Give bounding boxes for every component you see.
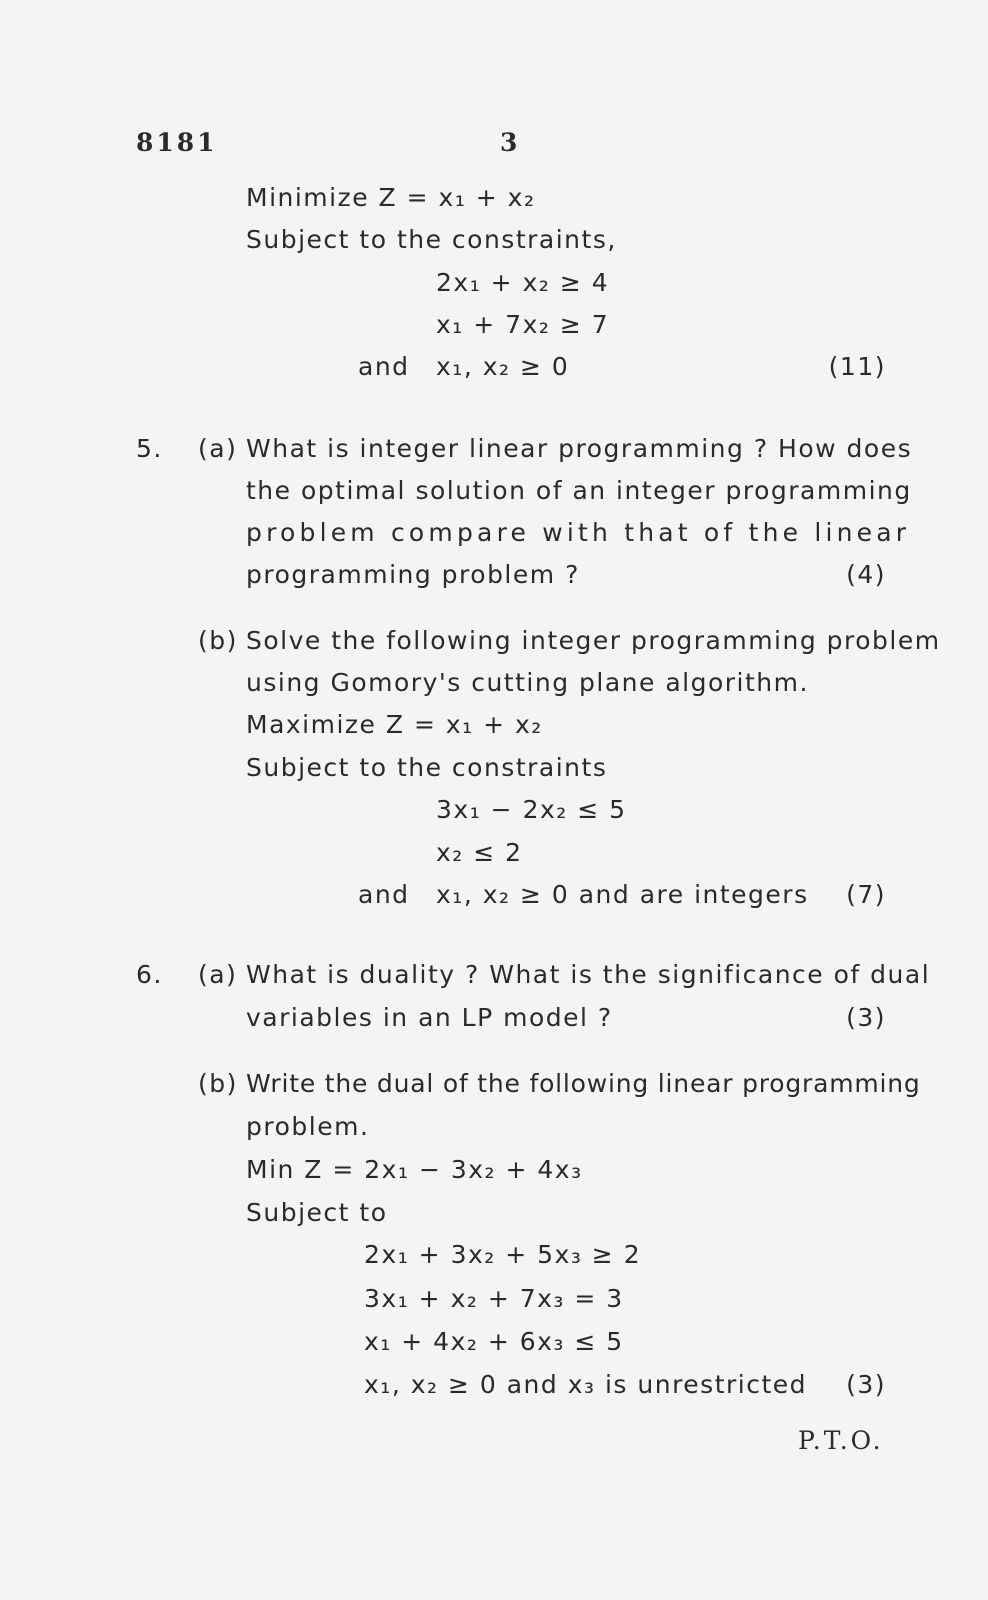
q6b-marks: (3) <box>846 1370 886 1399</box>
q6a-line-1: What is duality ? What is the significance of dual <box>246 960 931 989</box>
q5b-nonneg: x₁, x₂ ≥ 0 and are integers <box>436 880 809 909</box>
q6b-line-1: Write the dual of the following linear programming <box>246 1069 921 1098</box>
page-number: 3 <box>500 128 519 157</box>
q4-objective: Minimize Z = x₁ + x₂ <box>246 183 536 212</box>
q5a-marks: (4) <box>846 560 886 589</box>
q6b-objective: Min Z = 2x₁ − 3x₂ + 4x₃ <box>246 1155 583 1184</box>
q5b-line-2: using Gomory's cutting plane algorithm. <box>246 668 809 697</box>
q5b-marks: (7) <box>846 880 886 909</box>
q4-and: and <box>358 352 410 381</box>
q5a-line-1: What is integer linear programming ? How does <box>246 434 913 463</box>
q5b-label: (b) <box>198 626 238 655</box>
q6b-constraint-1: 2x₁ + 3x₂ + 5x₃ ≥ 2 <box>364 1240 642 1269</box>
paper-code: 8181 <box>136 128 218 157</box>
q5b-subject: Subject to the constraints <box>246 753 608 782</box>
q4-nonneg: x₁, x₂ ≥ 0 <box>436 352 570 381</box>
q6b-constraint-2: 3x₁ + x₂ + 7x₃ = 3 <box>364 1284 624 1313</box>
q5-number: 5. <box>136 434 163 463</box>
q6a-line-2: variables in an LP model ? <box>246 1003 613 1032</box>
q6b-subject: Subject to <box>246 1198 388 1227</box>
q5a-label: (a) <box>198 434 238 463</box>
q5a-line-2: the optimal solution of an integer programming <box>246 476 912 505</box>
q5b-constraint-2: x₂ ≤ 2 <box>436 838 523 867</box>
q6b-constraint-4: x₁, x₂ ≥ 0 and x₃ is unrestricted <box>364 1370 808 1399</box>
q6a-marks: (3) <box>846 1003 886 1032</box>
q5b-and: and <box>358 880 410 909</box>
q5b-line-1: Solve the following integer programming problem <box>246 626 941 655</box>
q5a-line-3: problem compare with that of the linear <box>246 518 911 547</box>
q5a-line-4: programming problem ? <box>246 560 580 589</box>
q5b-objective: Maximize Z = x₁ + x₂ <box>246 710 543 739</box>
q6b-line-2: problem. <box>246 1112 370 1141</box>
q4-marks: (11) <box>828 352 886 381</box>
q5b-constraint-1: 3x₁ − 2x₂ ≤ 5 <box>436 795 627 824</box>
q6b-label: (b) <box>198 1069 238 1098</box>
q4-constraint-1: 2x₁ + x₂ ≥ 4 <box>436 268 610 297</box>
q6b-constraint-3: x₁ + 4x₂ + 6x₃ ≤ 5 <box>364 1327 624 1356</box>
q4-subject: Subject to the constraints, <box>246 225 617 254</box>
q6-number: 6. <box>136 960 163 989</box>
q6a-label: (a) <box>198 960 238 989</box>
pto-footer: P.T.O. <box>798 1426 884 1455</box>
q4-constraint-2: x₁ + 7x₂ ≥ 7 <box>436 310 610 339</box>
